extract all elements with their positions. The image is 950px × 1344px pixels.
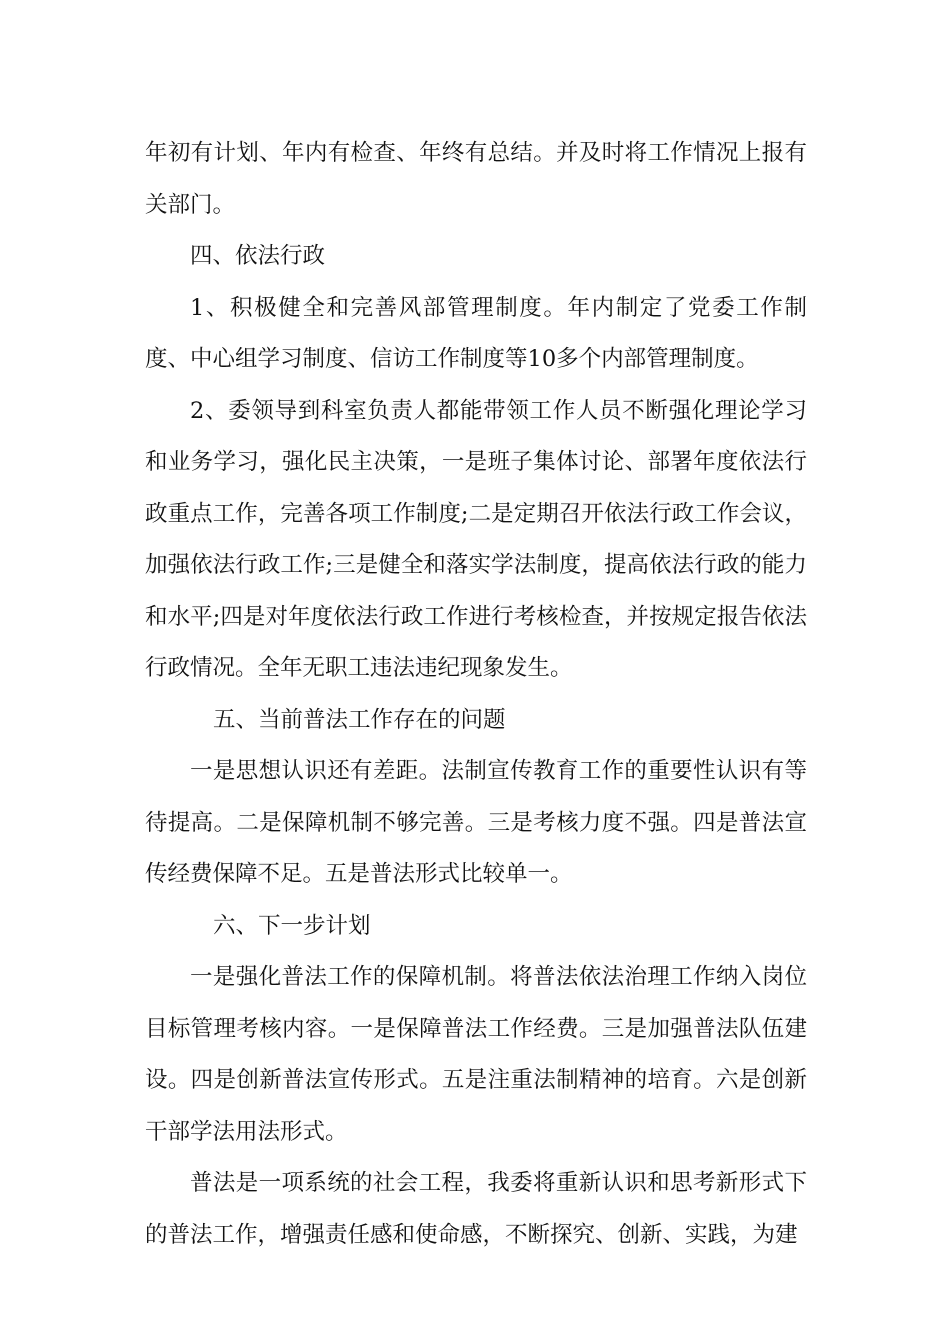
- paragraph-next-steps: 一是强化普法工作的保障机制。将普法依法治理工作纳入岗位目标管理考核内容。一是保障普法工作经费。三是加强普法队伍建设。四是创新普法宣传形式。五是注重法制精神的培育。六是创新干部学法用法形式。: [145, 964, 807, 1145]
- section-heading-six: 六、下一步计划: [213, 912, 371, 939]
- paragraph-conclusion: 普法是一项系统的社会工程，我委将重新认识和思考新形式下的普法工作，增强责任感和使命感，不断探究、创新、实践，为建: [145, 1170, 807, 1248]
- paragraph-continuation: 年初有计划、年内有检查、年终有总结。并及时将工作情况上报有关部门。: [145, 140, 807, 218]
- paragraph-problems: 一是思想认识还有差距。法制宣传教育工作的重要性认识有等待提高。二是保障机制不够完善。三是考核力度不强。四是普法宣传经费保障不足。五是普法形式比较单一。: [145, 758, 807, 887]
- section-heading-four: 四、依法行政: [190, 243, 326, 269]
- section-heading-five: 五、当前普法工作存在的问题: [213, 706, 506, 733]
- paragraph-item-2: 2、委领导到科室负责人都能带领工作人员不断强化理论学习和业务学习，强化民主决策，一是班子集体讨论、部署年度依法行政重点工作，完善各项工作制度;二是定期召开依法行政工作会议，加强依法行政工作;三是健全和落实学法制度，提高依法行政的能力和水平;四是对年度依法行政工作进行考核检查，并按规定报告依法行政情况。全年无职工违法违纪现象发生。: [145, 397, 807, 681]
- paragraph-item-1: 1、积极健全和完善风部管理制度。年内制定了党委工作制度、中心组学习制度、信访工作制度等10多个内部管理制度。: [145, 294, 807, 372]
- document-body: [145, 128, 807, 1261]
